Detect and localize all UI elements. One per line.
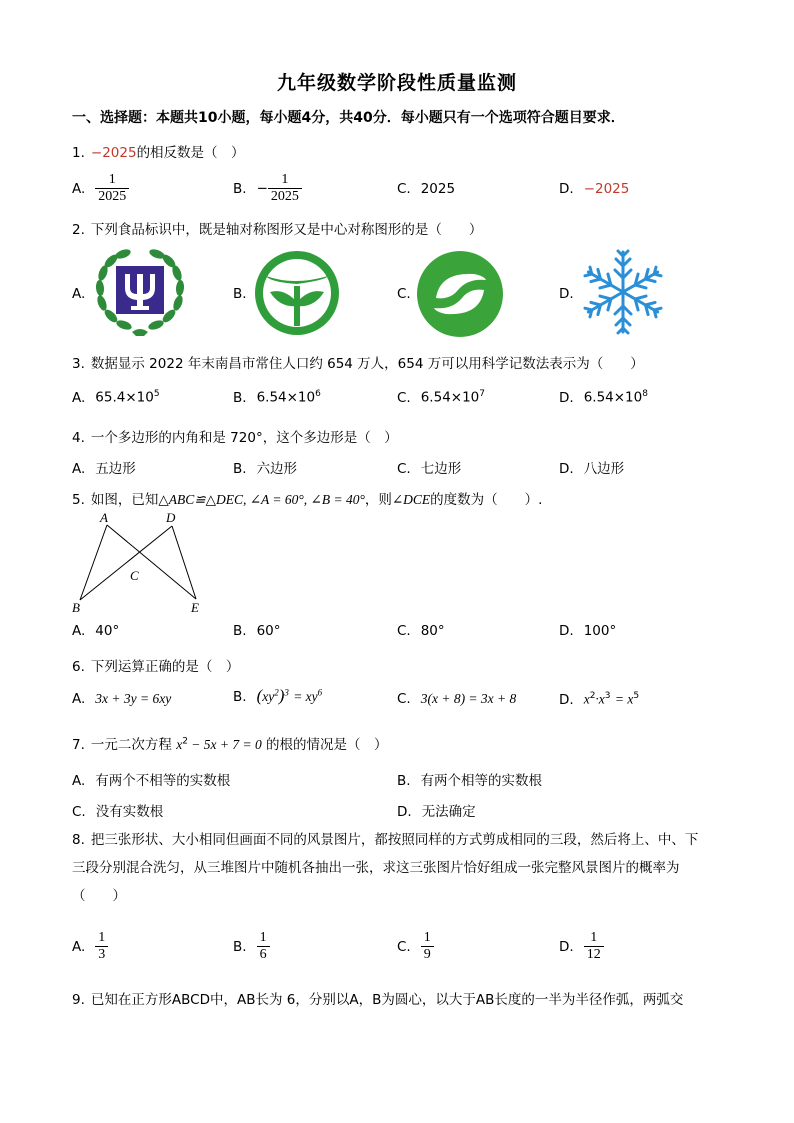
option-text: xy bbox=[262, 689, 275, 704]
point-label-a: A bbox=[100, 510, 108, 525]
question-number: 7. bbox=[72, 737, 85, 753]
question-4 bbox=[72, 426, 398, 446]
fraction bbox=[268, 172, 302, 205]
numerator: 1 bbox=[584, 930, 604, 947]
exponent: 2 bbox=[274, 687, 279, 698]
q5-option-d bbox=[559, 623, 616, 639]
question-5 bbox=[72, 488, 542, 508]
option-label: D. bbox=[559, 691, 574, 708]
option-label: B. bbox=[233, 938, 247, 955]
option-label: D. bbox=[559, 181, 574, 197]
option-label: A. bbox=[72, 180, 86, 197]
question-text: 如图，已知 bbox=[90, 492, 159, 508]
snowflake-icon bbox=[580, 248, 666, 336]
exponent: 3 bbox=[284, 687, 289, 698]
denominator: 12 bbox=[586, 947, 601, 962]
q4-option-b bbox=[233, 457, 297, 477]
triangle-figure bbox=[70, 508, 220, 618]
point-label-d: D bbox=[166, 510, 176, 525]
question-number: 3. bbox=[72, 356, 85, 372]
option-text: 无法确定 bbox=[421, 804, 476, 820]
question-text: （ ） bbox=[72, 888, 126, 904]
q4-option-c bbox=[397, 457, 461, 477]
option-text: 有两个不相等的实数根 bbox=[95, 773, 231, 789]
question-text: 下列食品标识中，既是轴对称图形又是中心对称图形的是（ ） bbox=[90, 222, 483, 238]
option-label: B. bbox=[233, 461, 247, 477]
q1-option-b bbox=[233, 172, 302, 205]
wreath-logo-icon bbox=[92, 248, 188, 338]
q2-option-b-label: B. bbox=[233, 286, 247, 302]
option-text: x bbox=[583, 691, 590, 707]
option-label: B. bbox=[233, 180, 247, 197]
numerator: 1 bbox=[268, 172, 302, 189]
q2-option-d-label: D. bbox=[559, 286, 574, 302]
option-text: ·x bbox=[595, 691, 605, 707]
option-text: 八边形 bbox=[583, 461, 625, 477]
exponent: 2 bbox=[589, 691, 596, 701]
option-text: 65.4×10 bbox=[95, 389, 154, 406]
question-text: 的相反数是（ ） bbox=[136, 145, 245, 161]
q1-option-a bbox=[72, 172, 129, 205]
denominator: 9 bbox=[423, 947, 431, 962]
option-label: C. bbox=[397, 461, 411, 477]
denominator: 2025 bbox=[270, 189, 299, 204]
q1-option-d bbox=[559, 181, 629, 197]
option-text: 七边形 bbox=[420, 461, 462, 477]
section-heading: 一、选择题：本题共10小题，每小题4分，共40分．每小题只有一个选项符合题目要求． bbox=[72, 110, 625, 126]
option-label: B. bbox=[233, 389, 247, 406]
exponent: 7 bbox=[479, 389, 486, 399]
option-label: D. bbox=[559, 938, 574, 955]
math-expression: − 5x + 7 = 0 bbox=[187, 737, 262, 752]
question-8 bbox=[72, 826, 732, 910]
numerator: 1 bbox=[95, 172, 129, 189]
question-number: 5. bbox=[72, 492, 85, 508]
q3-option-b bbox=[233, 389, 321, 406]
math-expression: △ABC≌△DEC, ∠A = 60°, ∠B = 40° bbox=[158, 492, 365, 507]
question-6 bbox=[72, 655, 239, 675]
option-text: −2025 bbox=[583, 181, 630, 197]
option-label: C. bbox=[72, 804, 86, 820]
exponent: 8 bbox=[642, 389, 648, 399]
question-3 bbox=[72, 352, 644, 372]
question-text: 下列运算正确的是（ ） bbox=[90, 659, 240, 675]
question-7 bbox=[72, 733, 388, 753]
question-number: 1. bbox=[72, 145, 85, 161]
question-text: 三段分别混合洗匀，从三堆图片中随机各抽出一张，求这三张图片恰好组成一张完整风景图片的概率为 bbox=[72, 860, 680, 876]
option-text: 40° bbox=[95, 623, 120, 639]
q4-option-d bbox=[559, 457, 624, 477]
option-label: D. bbox=[559, 461, 574, 477]
math-expression: ∠DCE bbox=[391, 492, 431, 507]
fraction bbox=[95, 930, 108, 963]
q8-option-d bbox=[559, 930, 604, 963]
q3-option-a bbox=[72, 389, 160, 406]
fraction bbox=[421, 930, 434, 963]
question-text: 的度数为（ ）. bbox=[430, 492, 543, 508]
q6-option-c bbox=[397, 691, 516, 707]
exponent: 6 bbox=[315, 389, 321, 399]
q6-option-a bbox=[72, 691, 171, 707]
denominator: 2025 bbox=[98, 189, 127, 204]
value: −2025 bbox=[90, 145, 137, 161]
option-label: D. bbox=[397, 804, 412, 820]
option-label: D. bbox=[559, 389, 574, 406]
question-2 bbox=[72, 218, 482, 238]
math-expression: x bbox=[176, 737, 183, 752]
option-label: B. bbox=[397, 773, 411, 789]
option-label: C. bbox=[397, 938, 411, 955]
exponent: 5 bbox=[153, 389, 160, 399]
q2-option-a-label: A. bbox=[72, 286, 86, 302]
option-text: 五边形 bbox=[95, 461, 136, 477]
fraction bbox=[95, 172, 129, 205]
numerator: 1 bbox=[95, 930, 108, 947]
q3-option-c bbox=[397, 389, 485, 406]
option-label: B. bbox=[233, 689, 247, 705]
option-label: A. bbox=[72, 461, 86, 477]
q3-option-d bbox=[559, 389, 648, 406]
q7-option-c bbox=[72, 800, 163, 820]
numerator: 1 bbox=[257, 930, 270, 947]
q4-option-a bbox=[72, 457, 136, 477]
exponent: 5 bbox=[633, 691, 640, 701]
denominator: 3 bbox=[98, 947, 106, 962]
option-label: A. bbox=[72, 623, 86, 639]
option-label: C. bbox=[397, 623, 411, 639]
q8-option-a bbox=[72, 930, 108, 963]
q1-option-c bbox=[397, 181, 455, 197]
question-9 bbox=[72, 988, 683, 1008]
question-text: 的根的情况是（ ） bbox=[261, 737, 388, 753]
option-text: 有两个相等的实数根 bbox=[420, 773, 543, 789]
q8-option-b bbox=[233, 930, 270, 963]
question-text: ，则 bbox=[364, 492, 392, 508]
green-food-logo-icon bbox=[254, 250, 340, 336]
q7-option-b bbox=[397, 769, 542, 789]
option-label: A. bbox=[72, 773, 86, 789]
page-title: 九年级数学阶段性质量监测 bbox=[276, 72, 517, 94]
q5-option-c bbox=[397, 623, 445, 639]
option-text: 80° bbox=[420, 623, 445, 639]
question-text: 一元二次方程 bbox=[90, 737, 177, 753]
fraction bbox=[584, 930, 604, 963]
q8-option-c bbox=[397, 930, 434, 963]
q2-option-c-label: C. bbox=[397, 286, 411, 302]
q6-option-d bbox=[559, 691, 639, 708]
option-text: 6.54×10 bbox=[583, 389, 643, 406]
question-text: 数据显示 2022 年末南昌市常住人口约 654 万人，654 万可以用科学记数法表示为（ ） bbox=[90, 356, 644, 372]
q7-option-d bbox=[397, 800, 476, 820]
exponent: 2 bbox=[182, 736, 188, 747]
q5-option-b bbox=[233, 623, 281, 639]
question-1 bbox=[72, 141, 245, 161]
option-text: 六边形 bbox=[256, 461, 298, 477]
option-label: C. bbox=[397, 389, 411, 406]
option-text: = xy bbox=[293, 689, 318, 704]
option-label: A. bbox=[72, 938, 86, 955]
exponent: 6 bbox=[317, 687, 323, 698]
option-text: 100° bbox=[583, 623, 617, 639]
question-number: 6. bbox=[72, 659, 85, 675]
point-label-c: C bbox=[130, 568, 139, 583]
q6-option-b: B. $(xy^2)^3 = xy^6$ bbox=[233, 686, 323, 705]
option-label: B. bbox=[233, 623, 247, 639]
denominator: 6 bbox=[259, 947, 267, 962]
question-number: 9. bbox=[72, 992, 85, 1008]
leaf-logo-icon bbox=[416, 250, 504, 338]
option-text: 3(x + 8) = 3x + 8 bbox=[420, 691, 517, 706]
numerator: 1 bbox=[421, 930, 434, 947]
fraction bbox=[257, 930, 270, 963]
question-text: 一个多边形的内角和是 720°，这个多边形是（ ） bbox=[90, 430, 398, 446]
question-text: 把三张形状、大小相同但画面不同的风景图片，都按照同样的方式剪成相同的三段，然后将上、中、下 bbox=[90, 832, 699, 848]
option-label: D. bbox=[559, 623, 574, 639]
question-number: 8. bbox=[72, 832, 85, 848]
option-label: C. bbox=[397, 181, 411, 197]
option-text: 6.54×10 bbox=[420, 389, 480, 406]
point-label-e: E bbox=[191, 600, 199, 615]
option-text: 6.54×10 bbox=[256, 389, 316, 406]
option-text: 3x + 3y = 6xy bbox=[95, 691, 172, 706]
sign: − bbox=[256, 180, 268, 197]
exponent: 3 bbox=[604, 691, 611, 701]
option-label: A. bbox=[72, 389, 86, 406]
question-number: 2. bbox=[72, 222, 85, 238]
question-number: 4. bbox=[72, 430, 85, 446]
option-label: A. bbox=[72, 691, 86, 707]
question-text: 已知在正方形ABCD中，AB长为 6，分别以A，B为圆心，以大于AB长度的一半为半径作弧，两弧交 bbox=[90, 992, 684, 1008]
q7-option-a bbox=[72, 769, 230, 789]
point-label-b: B bbox=[72, 600, 80, 615]
q5-option-a bbox=[72, 623, 119, 639]
option-text: 2025 bbox=[420, 181, 456, 197]
option-text: = x bbox=[614, 691, 634, 707]
option-text: 没有实数根 bbox=[95, 804, 164, 820]
option-label: C. bbox=[397, 691, 411, 707]
option-text: 60° bbox=[256, 623, 281, 639]
